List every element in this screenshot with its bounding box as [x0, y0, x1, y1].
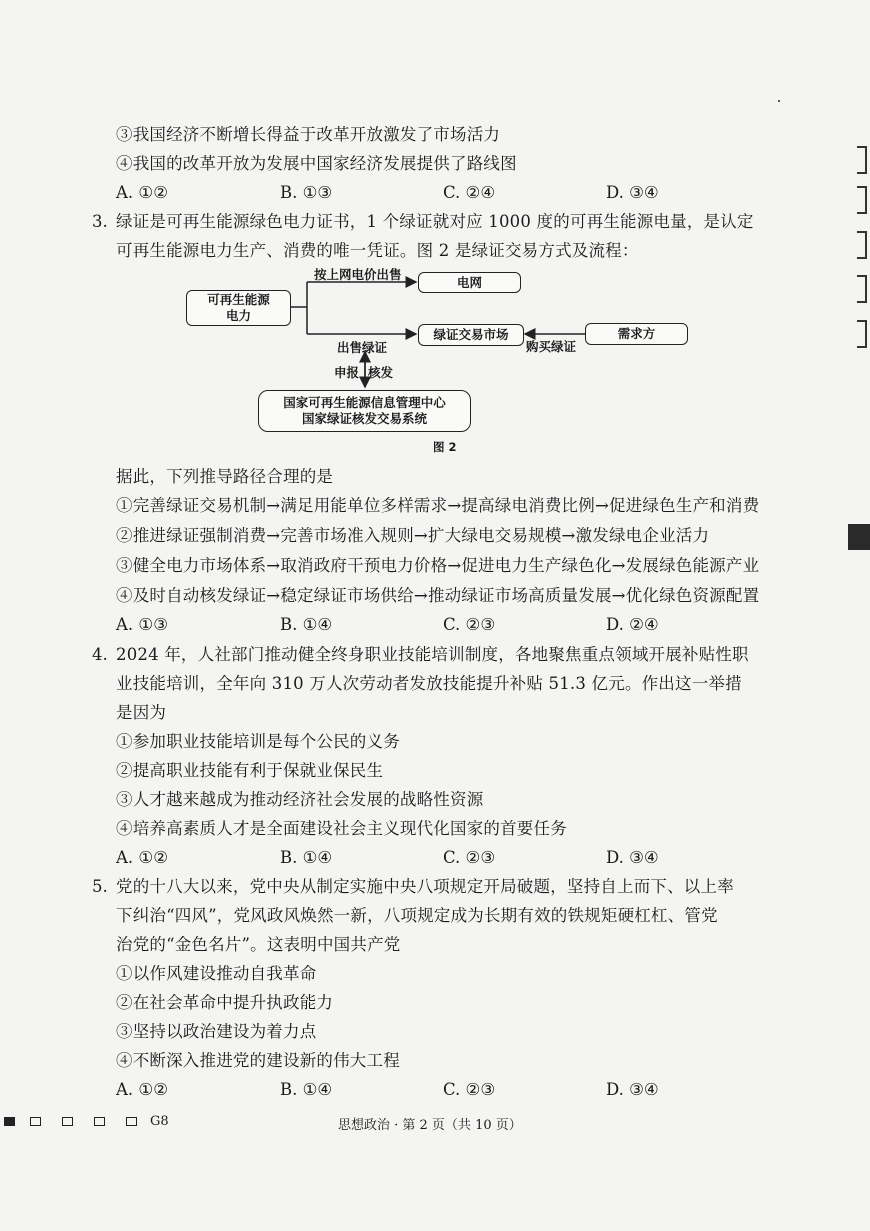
footer-square	[126, 1117, 137, 1126]
binding-mark	[857, 231, 867, 259]
q2-option-b: B. ①③	[280, 183, 333, 202]
q5-stem-line-2: 下纠治“四风”，党风政风焕然一新，八项规定成为长期有效的铁规矩硬杠杠、管党	[116, 906, 718, 925]
q4-stem-line-3: 是因为	[116, 703, 167, 722]
q5-option-a: A. ①②	[116, 1080, 168, 1099]
q5-stem-line-1: 党的十八大以来，党中央从制定实施中央八项规定开局破题，坚持自上而下、以上率	[116, 877, 734, 896]
footer-page-info: 思想政治 · 第 2 页（共 10 页）	[338, 1118, 522, 1133]
cert-market-box: 绿证交易市场	[418, 324, 524, 346]
q3-item-4: ④及时自动核发绿证→稳定绿证市场供给→推动绿证市场高质量发展→优化绿色资源配置	[116, 586, 760, 605]
footer-square	[62, 1117, 73, 1126]
q3-option-b: B. ①④	[280, 615, 333, 634]
page-tab-marker	[848, 524, 870, 550]
q2-item-4: ④我国的改革开放为发展中国家经济发展提供了路线图	[116, 154, 517, 173]
label-apply: 申报	[334, 365, 360, 380]
q5-item-2: ②在社会革命中提升执政能力	[116, 993, 334, 1012]
q3-option-a: A. ①③	[116, 615, 168, 634]
q3-stem-line-1: 绿证是可再生能源绿色电力证书，1 个绿证就对应 1000 度的可再生能源电量，是认定	[116, 212, 754, 231]
label-issue: 核发	[368, 365, 394, 380]
footer-square	[30, 1117, 41, 1126]
national-center-box	[258, 390, 471, 432]
q3-number: 3.	[92, 212, 108, 231]
q2-option-a: A. ①②	[116, 183, 168, 202]
label-sell-cert: 出售绿证	[337, 340, 388, 355]
q4-item-3: ③人才越来越成为推动经济社会发展的战略性资源	[116, 790, 484, 809]
binding-mark	[857, 320, 867, 348]
q4-number: 4.	[92, 645, 108, 664]
q5-item-4: ④不断深入推进党的建设新的伟大工程	[116, 1051, 400, 1070]
renewable-power-line-2: 电力	[225, 308, 251, 323]
national-center-line-2: 国家绿证核发交易系统	[301, 411, 427, 426]
q4-option-a: A. ①②	[116, 848, 168, 867]
q3-option-c: C. ②③	[443, 615, 496, 634]
q5-number: 5.	[92, 877, 108, 896]
q4-option-b: B. ①④	[280, 848, 333, 867]
speck	[778, 100, 780, 102]
q4-item-1: ①参加职业技能培训是每个公民的义务	[116, 732, 400, 751]
q3-item-3: ③健全电力市场体系→取消政府干预电力价格→促进电力生产绿色化→发展绿色能源产业	[116, 556, 760, 575]
q4-option-c: C. ②③	[443, 848, 496, 867]
q5-stem-line-3: 治党的“金色名片”。这表明中国共产党	[116, 935, 401, 954]
q4-option-d: D. ③④	[606, 848, 659, 867]
q4-item-2: ②提高职业技能有利于保就业保民生	[116, 761, 384, 780]
q3-item-2: ②推进绿证强制消费→完善市场准入规则→扩大绿电交易规模→激发绿电企业活力	[116, 526, 710, 545]
q3-item-1: ①完善绿证交易机制→满足用能单位多样需求→提高绿电消费比例→促进绿色生产和消费	[116, 496, 760, 515]
q5-option-c: C. ②③	[443, 1080, 496, 1099]
national-center-line-1: 国家可再生能源信息管理中心	[283, 395, 446, 410]
q2-item-3: ③我国经济不断增长得益于改革开放激发了市场活力	[116, 125, 501, 144]
label-buy-cert: 购买绿证	[526, 339, 577, 354]
q4-stem-line-1: 2024 年，人社部门推动健全终身职业技能培训制度，各地聚焦重点领域开展补贴性职	[116, 645, 749, 664]
demand-side-box: 需求方	[585, 323, 688, 345]
q5-option-d: D. ③④	[606, 1080, 659, 1099]
figure-caption: 图 2	[433, 440, 457, 454]
q5-item-1: ①以作风建设推动自我革命	[116, 964, 317, 983]
binding-mark	[857, 186, 867, 214]
q5-item-3: ③坚持以政治建设为着力点	[116, 1022, 317, 1041]
q5-option-b: B. ①④	[280, 1080, 333, 1099]
q2-option-c: C. ②④	[443, 183, 496, 202]
label-sell-to-grid: 按上网电价出售	[314, 267, 402, 282]
q3-question: 据此，下列推导路径合理的是	[116, 467, 334, 486]
binding-mark	[857, 275, 867, 303]
footer-square	[94, 1117, 105, 1126]
q3-option-d: D. ②④	[606, 615, 659, 634]
renewable-power-box	[186, 290, 291, 326]
footer-code: G8	[150, 1114, 169, 1129]
footer-square-filled	[4, 1117, 15, 1126]
renewable-power-line-1: 可再生能源	[207, 292, 270, 307]
power-grid-box: 电网	[418, 272, 521, 293]
q2-option-d: D. ③④	[606, 183, 659, 202]
binding-mark	[857, 146, 867, 174]
q4-item-4: ④培养高素质人才是全面建设社会主义现代化国家的首要任务	[116, 819, 567, 838]
q3-stem-line-2: 可再生能源电力生产、消费的唯一凭证。图 2 是绿证交易方式及流程：	[116, 241, 639, 260]
q4-stem-line-2: 业技能培训，全年向 310 万人次劳动者发放技能提升补贴 51.3 亿元。作出这一举措	[116, 674, 742, 693]
